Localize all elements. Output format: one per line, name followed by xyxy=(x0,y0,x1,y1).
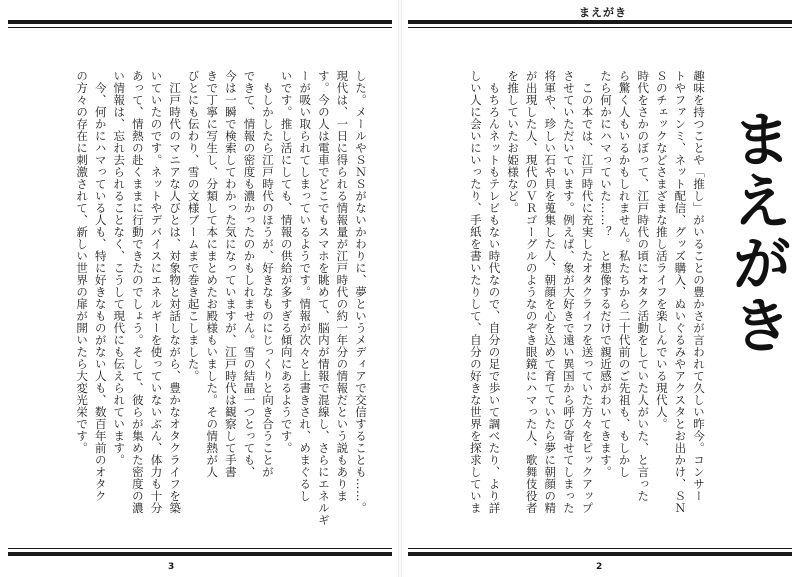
page-number-right: 2 xyxy=(596,562,603,572)
top-rule-thin-right xyxy=(408,27,792,28)
bottom-rule-thick xyxy=(8,552,392,556)
right-page xyxy=(400,0,800,577)
top-rule-thin xyxy=(8,27,392,28)
top-rule-thick xyxy=(8,20,392,24)
running-header-title: まえがき xyxy=(579,6,627,19)
bottom-rule-thin xyxy=(8,548,392,549)
bottom-rule-thin-right xyxy=(408,548,792,549)
bottom-rule-thick-right xyxy=(408,552,792,556)
right-page-body-text: 趣味を持つことや「推し」がいることの豊かさが言われて久しい昨今。コンサー トやファンミ、ネット配信、グッズ購入、ぬいぐるみやアクスタとお出かけ、ＳＮ Ｓのチェックなどさまざまな推し活ライフを楽しんでいる現代人。 時代をさかのぼって、江戸時代の頃にオタク活動をしていた人がいた、と言った ら驚く人もいるかもしれません。私たちから二十代前のご先祖も、もしかし たら何かにハマっていた……？ と想像するだけで親近感がわいてきます。 この本では、江戸時代に充実したオタクライフを送っていた方々をピックアップ させていただいています。例えば、象が大好きで遠い異国から呼び寄せてしまった 将軍や、珍しい石や貝を蒐集した人、朝顔を心を込めて育てていたら夢に朝顔の精 が出現した人、現代のＶＲゴーグルのようなのぞき眼鏡にハマった人、歌舞伎役者 を推していたお姫様など。 もちろんネットもテレビもない時代なので、自分の足で歩いて調べたり、より詳 しい人に会いにいったり、手紙を書いたりして、自分の好きな世界を探求していま xyxy=(468,70,706,514)
left-page-body-text: した。メールやＳＮＳがないかわりに、夢というメディアで交信することも……。 現代は、一日に得られる情報量が江戸時代の約一年分の情報だという説もありま す。今の人は電車でどこでもスマホを眺めて、脳内が情報で混線し、さらにエネルギ ーが吸い取られてしまっているようです。情報が次々と上書きされ、めまぐるし いです。推し活にしても、情報の供給が多すぎる傾向にあるようです。 もしかしたら江戸時代のほうが、好きなものにじっくりと向き合うことが できて、情報の密度も濃かったのかもしれません。雪の結晶一つとっても、 今は一瞬で検索してわかった気になっていますが、江戸時代は観察して手書 きで丁寧に写生し、分類して本にまとめたお殿様もいました。その情熱が人 びとにも伝わり、雪の文様ブームまで巻き起こしました。 江戸時代のマニアな人びとは、対象物と対話しながら、豊かなオタクライフを築 いていたのです。ネットやデバイスにエネルギーを使っていないぶん、体力も十分 あって、情熱の赴くままに行動できたのでしょう。そして、彼らが集めた密度の濃 い情報は、忘れ去られることなく、こうして現代にも伝えられています。 今、何かにハマっている人も、特に好きなものがない人も、数百年前のオタク の方々の存在に刺激されて、新しい世界の扉が開いたら大変光栄です。 xyxy=(75,70,368,526)
chapter-title: まえがき xyxy=(722,108,792,356)
page-number-left: 3 xyxy=(168,562,175,572)
top-rule-thick-right xyxy=(408,20,792,24)
